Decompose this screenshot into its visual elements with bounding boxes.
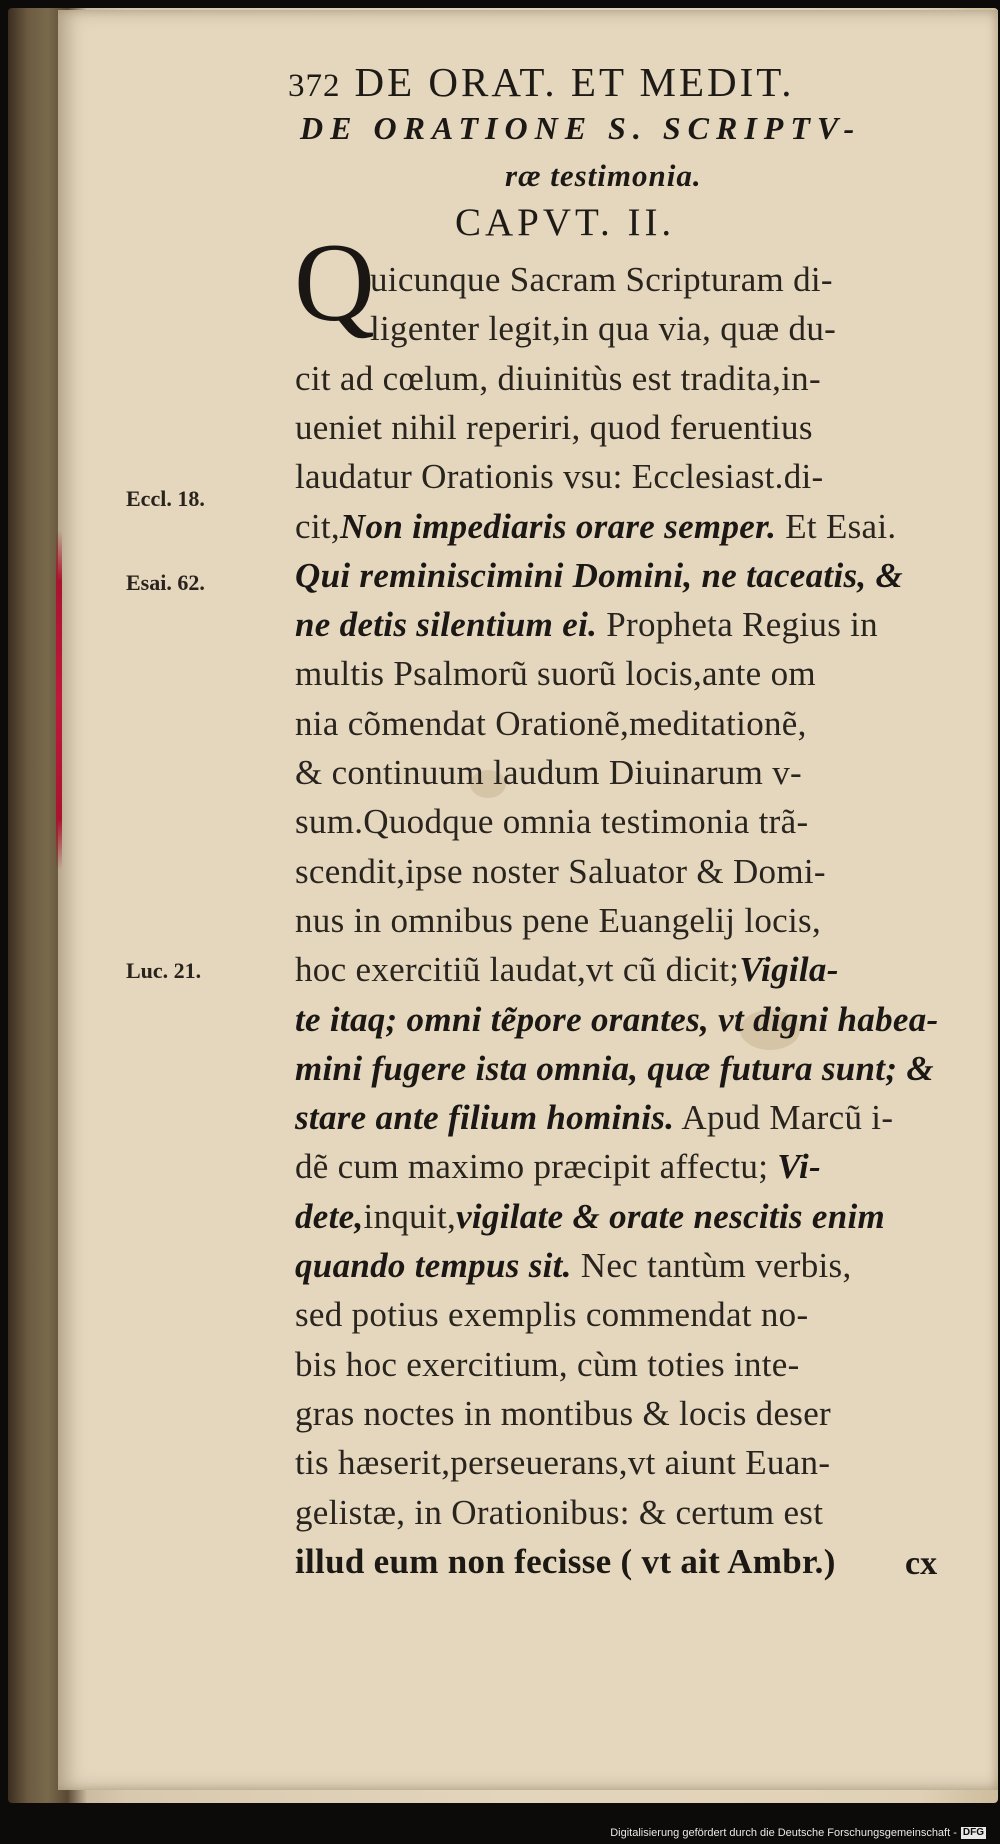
italic-quote: Vigila-: [739, 950, 839, 990]
text-line: [295, 847, 826, 896]
italic-quote: vigilate & orate nescitis enim: [456, 1196, 886, 1236]
text-line: [295, 600, 878, 649]
text-run: cit,: [295, 506, 340, 546]
text-run: & continuum laudum Diuinarum v-: [295, 753, 803, 792]
text-run: scendit,ipse noster Saluator & Domi-: [295, 851, 826, 891]
page-number: 372: [288, 68, 341, 104]
text-run: illud eum non fecisse ( vt ait Ambr.): [295, 1541, 836, 1581]
text-line: [295, 1438, 830, 1487]
text-line: [295, 649, 816, 698]
text-line: [295, 896, 821, 945]
running-title: DE ORAT. ET MEDIT.: [354, 59, 795, 105]
italic-quote: ne detis silentium ei.: [295, 605, 598, 645]
text-line: [295, 1093, 893, 1142]
text-run: cit ad cœlum, diuinitùs est tradita,in-: [295, 358, 821, 398]
text-line: [295, 945, 839, 994]
text-run: nia cõmendat Orationẽ,meditationẽ,: [295, 703, 807, 743]
text-run: multis Psalmorũ suorũ locis,ante om: [295, 654, 816, 694]
text-run: uicunque Sacram Scripturam di-: [370, 260, 833, 299]
margin-note-eccl: Eccl. 18.: [126, 486, 205, 511]
text-run: Et Esai.: [776, 506, 897, 546]
section-title-line1: DE ORATIONE S. SCRIPTV-: [300, 110, 862, 146]
text-line: [295, 1389, 831, 1438]
text-line: [295, 995, 938, 1044]
text-run: sed potius exemplis commendat no-: [295, 1295, 809, 1335]
text-line: [370, 304, 836, 353]
text-run: nus in omnibus pene Euangelij locis,: [295, 900, 822, 940]
text-run: bis hoc exercitium, cùm toties inte-: [295, 1344, 800, 1384]
italic-quote: Non impediaris orare semper.: [339, 506, 777, 546]
text-run: inquit,: [363, 1196, 457, 1236]
running-header: [288, 58, 928, 112]
text-run: sum.Quodque omnia testimonia trã-: [295, 802, 809, 842]
italic-quote: dete,: [295, 1196, 364, 1236]
text-run: dẽ cum maximo præcipit affectu;: [295, 1147, 778, 1187]
catchword: cx: [905, 1545, 938, 1582]
dfg-logo: DFG: [962, 1827, 984, 1839]
italic-quote: Qui reminiscimini Domini, ne taceatis, &: [295, 555, 904, 595]
text-run: Nec tantùm verbis,: [571, 1246, 852, 1285]
text-run: laudatur Orationis vsu: Ecclesiast.di-: [295, 457, 824, 497]
text-line: [295, 1340, 800, 1389]
italic-quote: mini fugere ista omnia, quæ futura sunt; &: [295, 1048, 934, 1088]
drop-cap: Q: [294, 221, 375, 345]
italic-quote: Vi-: [777, 1147, 821, 1187]
text-line: [295, 1488, 823, 1537]
text-run: gras noctes in montibus & locis deser: [295, 1393, 832, 1433]
text-run: hoc exercitiũ laudat,vt cũ dicit;: [295, 950, 740, 990]
text-line: [295, 452, 824, 501]
text-line: [295, 748, 802, 797]
text-run: ligenter legit,in qua via, quæ du-: [370, 309, 837, 349]
text-line: [295, 1044, 934, 1093]
text-line: [295, 1192, 885, 1241]
italic-quote: quando tempus sit.: [295, 1246, 572, 1285]
margin-note-esai: Esai. 62.: [126, 570, 205, 595]
chapter-heading: CAPVT. II.: [455, 201, 676, 244]
text-line: [295, 551, 903, 600]
text-run: ueniet nihil reperiri, quod feruentius: [295, 407, 813, 447]
section-title-line2: ræ testimonia.: [505, 158, 702, 193]
red-edge-mark: [56, 530, 62, 870]
text-line: [295, 1142, 821, 1191]
text-run: Apud Marcũ i-: [674, 1098, 894, 1138]
text-line: [295, 1537, 836, 1586]
text-line: [295, 797, 808, 846]
text-run: tis hæserit,perseuerans,vt aiunt Euan-: [295, 1443, 831, 1483]
text-run: gelistæ, in Orationibus: & certum est: [295, 1492, 824, 1532]
footer-text: Digitalisierung gefördert durch die Deutsche Forschungsgemeinschaft -: [610, 1827, 957, 1839]
italic-quote: te itaq; omni tẽpore orantes, vt digni habea-: [295, 999, 939, 1039]
text-line: [295, 1290, 808, 1339]
margin-note-luc: Luc. 21.: [126, 958, 202, 983]
text-run: Propheta Regius in: [597, 605, 878, 645]
text-line: [295, 699, 807, 748]
text-line: [295, 403, 813, 452]
text-line: [295, 1241, 852, 1290]
text-line: [295, 502, 896, 551]
text-line: [295, 354, 821, 403]
footer-credit: [610, 1827, 986, 1839]
text-line: [370, 255, 833, 304]
italic-quote: stare ante filium hominis.: [295, 1098, 675, 1138]
